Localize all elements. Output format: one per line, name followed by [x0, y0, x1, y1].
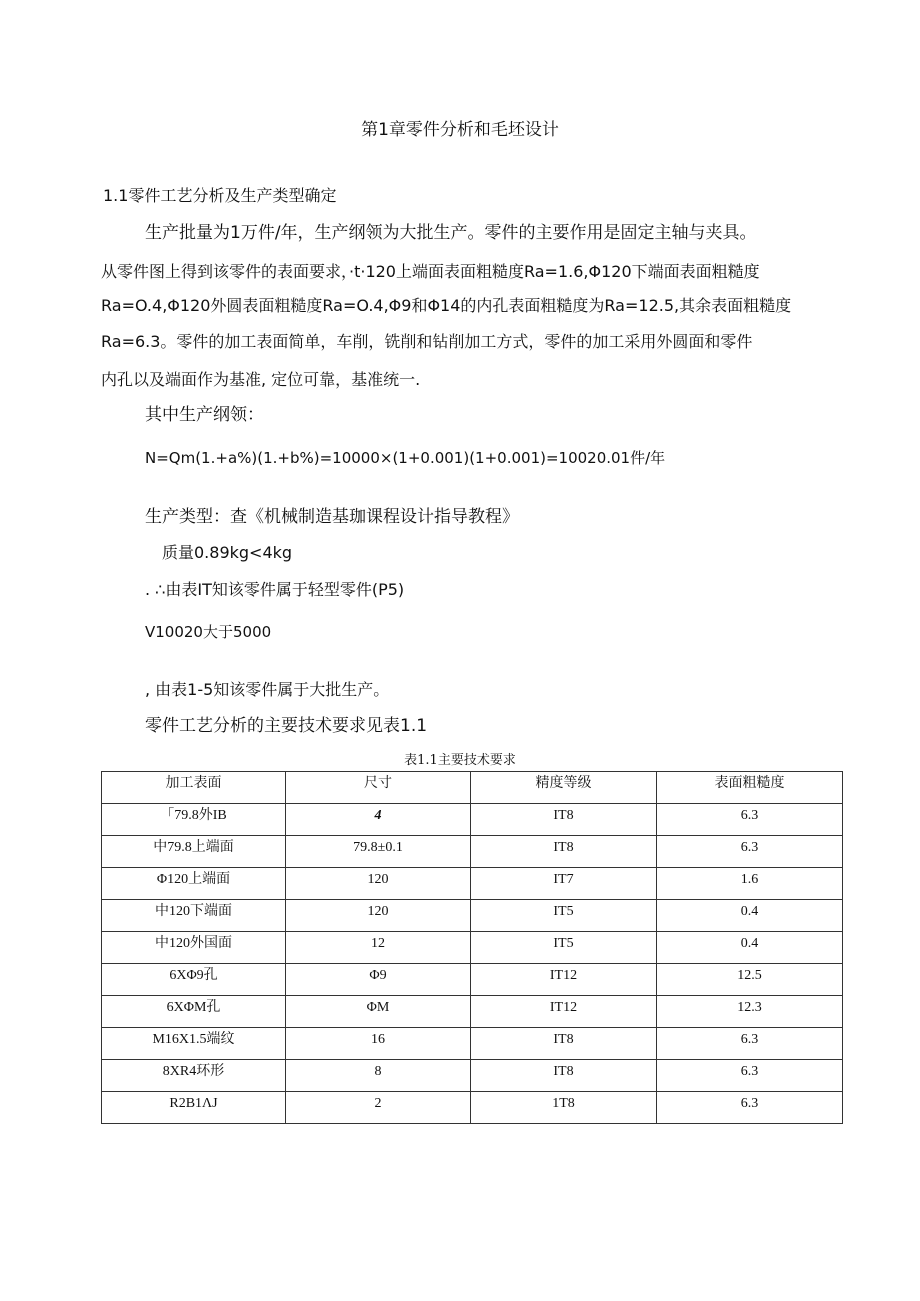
- cell-accuracy: IT8: [471, 836, 657, 868]
- cell-roughness: 1.6: [657, 868, 843, 900]
- paragraph-production-type: 生产类型：查《机械制造基珈课程设计指导教程》: [145, 507, 519, 527]
- paragraph-mass: 质量0.89kg<4kg: [162, 543, 293, 562]
- table-row: [102, 996, 843, 1028]
- table-row: [102, 804, 843, 836]
- paragraph-surface-requirements-4: 内孔以及端面作为基准, 定位可靠，基准统一.: [101, 370, 421, 389]
- table-row: [102, 932, 843, 964]
- table-header-row: [102, 772, 843, 804]
- cell-dimension: Φ9: [286, 964, 471, 996]
- cell-surface: 中120下端面: [102, 900, 286, 932]
- cell-surface: 「79.8外IB: [102, 804, 286, 836]
- cell-roughness: 6.3: [657, 804, 843, 836]
- section-heading: 1.1零件工艺分析及生产类型确定: [103, 186, 337, 205]
- table-row: [102, 868, 843, 900]
- cell-dimension: ΦM: [286, 996, 471, 1028]
- cell-roughness: 12.3: [657, 996, 843, 1028]
- cell-accuracy: 1T8: [471, 1092, 657, 1124]
- paragraph-surface-requirements-3: Ra=6.3。零件的加工表面简单，车削，铣削和钻削加工方式，零件的加工采用外圆面和零件: [101, 332, 753, 351]
- cell-roughness: 12.5: [657, 964, 843, 996]
- cell-dimension: 8: [286, 1060, 471, 1092]
- cell-surface: 中79.8上端面: [102, 836, 286, 868]
- cell-surface: Φ120上端面: [102, 868, 286, 900]
- cell-accuracy: IT8: [471, 804, 657, 836]
- paragraph-light-part: . ∴由表IT知该零件属于轻型零件(P5): [145, 580, 405, 599]
- cell-accuracy: IT8: [471, 1060, 657, 1092]
- cell-accuracy: IT12: [471, 996, 657, 1028]
- cell-roughness: 6.3: [657, 836, 843, 868]
- cell-surface: 6XΦM孔: [102, 996, 286, 1028]
- cell-dimension: 12: [286, 932, 471, 964]
- technical-requirements-table: [101, 771, 843, 1124]
- cell-roughness: 6.3: [657, 1060, 843, 1092]
- cell-accuracy: IT5: [471, 900, 657, 932]
- table-row: [102, 836, 843, 868]
- paragraph-surface-requirements-2: Ra=O.4,Φ120外圆表面粗糙度Ra=O.4,Φ9和Φ14的内孔表面粗糙度为Ra=12.5,其余表面粗糙度: [101, 296, 792, 315]
- header-dimension: 尺寸: [286, 772, 471, 804]
- formula-production-program: N=Qm(1.+a%)(1.+b%)=10000×(1+0.001)(1+0.001)=10020.01件/年: [145, 449, 666, 467]
- header-roughness: 表面粗糙度: [657, 772, 843, 804]
- paragraph-table-reference: 零件工艺分析的主要技术要求见表1.1: [145, 716, 428, 736]
- cell-surface: M16X1.5端纹: [102, 1028, 286, 1060]
- paragraph-production-program: 其中生产纲领：: [145, 405, 264, 425]
- cell-roughness: 0.4: [657, 932, 843, 964]
- paragraph-quantity-compare: V10020大于5000: [145, 623, 272, 641]
- cell-surface: R2B1ΛJ: [102, 1092, 286, 1124]
- table-row: [102, 900, 843, 932]
- cell-surface: 8XR4环形: [102, 1060, 286, 1092]
- cell-dimension: 4: [286, 804, 471, 836]
- cell-surface: 中120外国面: [102, 932, 286, 964]
- paragraph-mass-production: , 由表1-5知该零件属于大批生产。: [145, 680, 390, 699]
- cell-accuracy: IT12: [471, 964, 657, 996]
- table-row: [102, 1060, 843, 1092]
- header-surface: 加工表面: [102, 772, 286, 804]
- cell-accuracy: IT5: [471, 932, 657, 964]
- paragraph-surface-requirements-1: 从零件图上得到该零件的表面要求，·t·120上端面表面粗糙度Ra=1.6,Φ120下端面表面粗糙度: [101, 262, 760, 281]
- paragraph-production-batch: 生产批量为1万件/年，生产纲领为大批生产。零件的主要作用是固定主轴与夹具。: [145, 223, 757, 243]
- cell-dimension: 79.8±0.1: [286, 836, 471, 868]
- cell-accuracy: IT7: [471, 868, 657, 900]
- chapter-title: 第1章零件分析和毛坯设计: [361, 120, 559, 140]
- cell-dimension: 120: [286, 868, 471, 900]
- cell-accuracy: IT8: [471, 1028, 657, 1060]
- table-caption: 表1.1主要技术要求: [404, 753, 516, 768]
- table-row: [102, 964, 843, 996]
- cell-dimension: 120: [286, 900, 471, 932]
- cell-dimension: 16: [286, 1028, 471, 1060]
- cell-dimension: 2: [286, 1092, 471, 1124]
- header-accuracy-grade: 精度等级: [471, 772, 657, 804]
- cell-roughness: 6.3: [657, 1092, 843, 1124]
- cell-roughness: 6.3: [657, 1028, 843, 1060]
- cell-surface: 6XΦ9孔: [102, 964, 286, 996]
- table-row: [102, 1092, 843, 1124]
- table-row: [102, 1028, 843, 1060]
- cell-roughness: 0.4: [657, 900, 843, 932]
